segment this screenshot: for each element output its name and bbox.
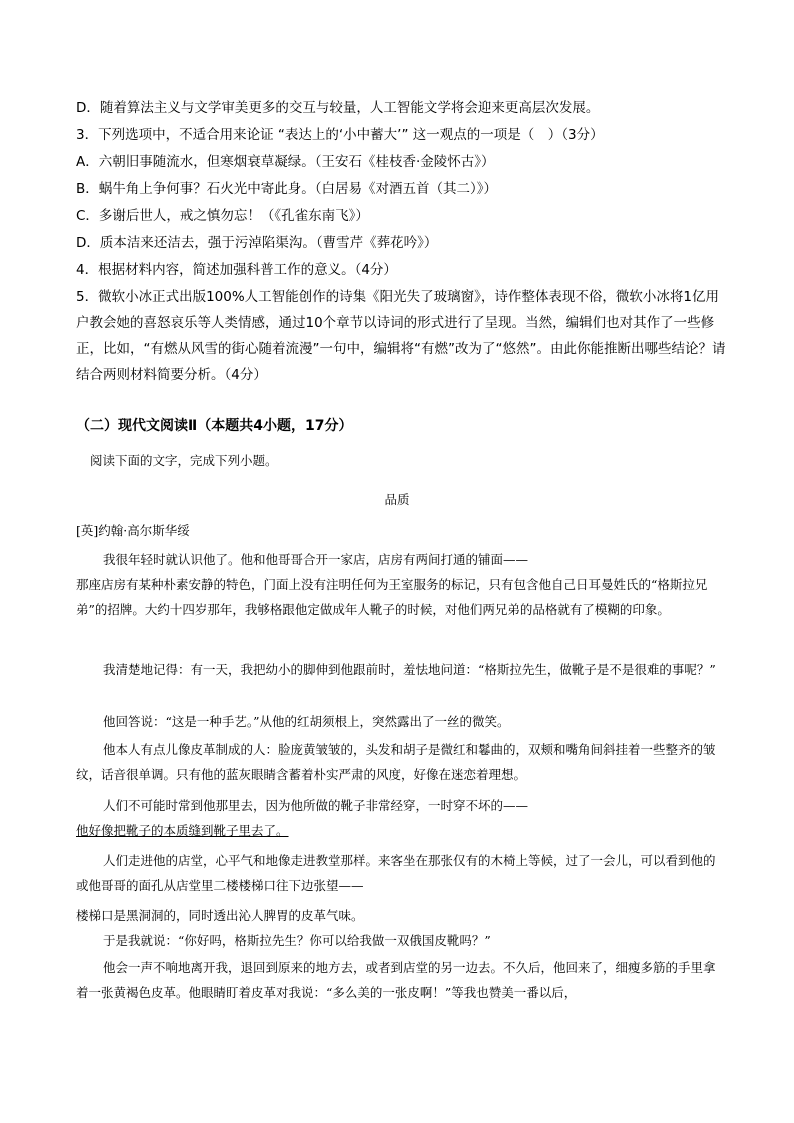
passage-paragraph: 人们走进他的店堂，心平气和地像走进教堂那样。来客坐在那张仅有的木椅上等候，过了一会儿，可以看到他的或他哥哥的面孔从店堂里二楼楼梯口往下边张望—— [76,853,716,893]
question-3-option-a: A．六朝旧事随流水，但寒烟衰草凝绿。（王安石《桂枝香·金陵怀古》） [76,154,495,170]
passage-paragraph: 人们不可能时常到他那里去，因为他所做的靴子非常经穿，一时穿不坏的—— [103,798,529,813]
question-3-option-d: D．质本洁来还洁去，强于污淖陷渠沟。（曹雪芹《葬花吟》） [76,235,438,251]
passage-paragraph: 于是我就说：“你好吗，格斯拉先生？你可以给我做一双俄国皮靴吗？” [103,933,491,948]
passage-paragraph: 我清楚地记得：有一天，我把幼小的脚伸到他跟前时，羞怯地问道：“格斯拉先生，做靴子是不是很难的事呢？” [103,662,716,677]
question-4: 4．根据材料内容，简述加强科普工作的意义。（4分） [76,262,397,278]
passage-author: [英]约翰·高尔斯华绥 [76,523,190,538]
question-3-option-b: B．蜗牛角上争何事？石火光中寄此身。（白居易《对酒五首（其二）》） [76,181,498,197]
section-heading: （二）现代文阅读Ⅱ（本题共4小题，17分） [76,418,353,434]
passage-paragraph: 那座店房有某种朴素安静的特色，门面上没有注明任何为王室服务的标记，只有包含他自己日耳曼姓氏的“格斯拉兄弟”的招牌。大约十四岁那年，我够格跟他定做成年人靴子的时候，对他们两兄弟的品格就有了模糊的印象。 [76,577,708,617]
question-3-stem: 3．下列选项中，不适合用来论证 “表达上的‘小中蓄大’” 这一观点的一项是（ ）（3分） [76,127,604,143]
passage-paragraph: 他本人有点儿像皮革制成的人：脸庞黄皱皱的，头发和胡子是微红和鬈曲的，双颊和嘴角间斜挂着一些整齐的皱纹，话音很单调。只有他的蓝灰眼睛含蓄着朴实严肃的风度，好像在迷恋着理想。 [76,742,716,782]
passage-paragraph: 楼梯口是黑洞洞的，同时透出沁人脾胃的皮革气味。 [76,908,364,923]
underlined-sentence: 他好像把靴子的本质缝到靴子里去了。 [76,823,289,838]
passage-paragraph: 他会一声不响地离开我，退回到原来的地方去，或者到店堂的另一边去。不久后，他回来了，细瘦多筋的手里拿着一张黄褐色皮革。他眼睛盯着皮革对我说：“多么美的一张皮啊！”等我也赞美一番以后， [76,960,716,1000]
section-instruction: 阅读下面的文字，完成下列小题。 [90,453,278,468]
question-5: 5．微软小冰正式出版100%人工智能创作的诗集《阳光失了玻璃窗》，诗作整体表现不俗，微软小冰将1亿用户教会她的喜怒哀乐等人类情感，通过10个章节以诗词的形式进行了呈现。当然，编辑们也对其作了一些修正，比如，“有燃从风雪的街心随着流漫”一句中，编辑将“有燃”改为了“悠然”。由此你能推断出哪些结论？请结合两则材料简要分析。（4分） [76,289,726,383]
question-3-option-c: C．多谢后世人，戒之慎勿忘！（《孔雀东南飞》） [76,208,369,224]
passage-title: 品质 [384,492,410,507]
prev-question-option-d: D．随着算法主义与文学审美更多的交互与较量，人工智能文学将会迎来更高层次发展。 [76,100,600,116]
passage-paragraph: 我很年轻时就认识他了。他和他哥哥合开一家店，店房有两间打通的铺面—— [103,552,529,567]
passage-paragraph: 他回答说：“这是一种手艺。”从他的红胡须根上，突然露出了一丝的微笑。 [103,714,510,729]
